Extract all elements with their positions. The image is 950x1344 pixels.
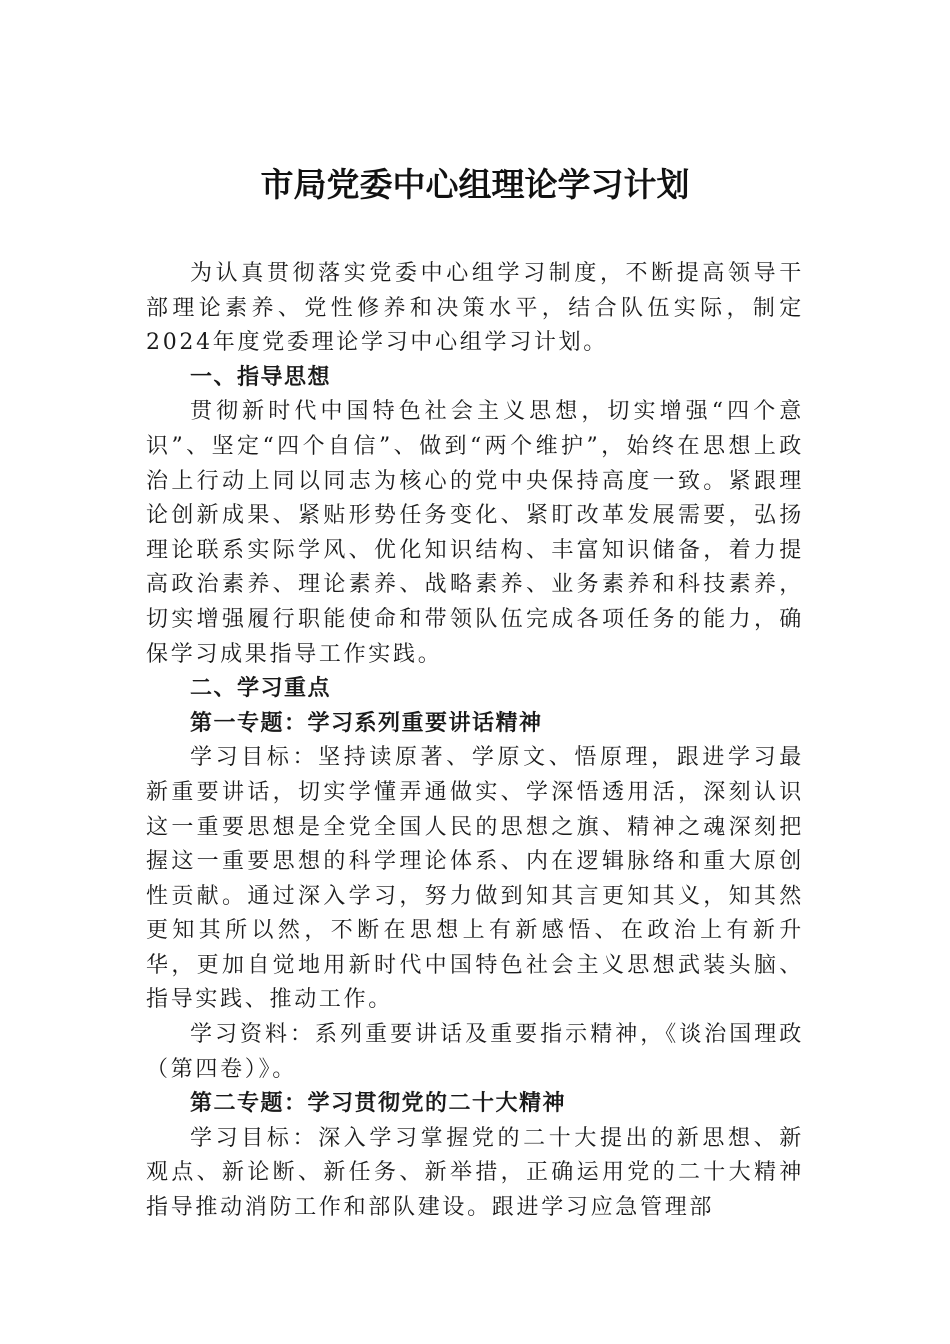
document-title: 市局党委中心组理论学习计划 <box>260 165 690 204</box>
document-body <box>146 257 804 1226</box>
intro-paragraph: 为认真贯彻落实党委中心组学习制度，不断提高领导干部理论素养、党性修养和决策水平，结合队伍实际，制定2024年度党委理论学习中心组学习计划。 <box>146 261 804 356</box>
section-heading-study-focus: 二、学习重点 <box>190 676 332 702</box>
section-heading-guiding-thought: 一、指导思想 <box>190 364 332 390</box>
topic-1-goal-paragraph: 学习目标：坚持读原著、学原文、悟原理，跟进学习最新重要讲话，切实学懂弄通做实、学深悟透用活，深刻认识这一重要思想是全党全国人民的思想之旗、精神之魂深刻把握这一重要思想的科学理论体系、内在逻辑脉络和重大原创性贡献。通过深入学习，努力做到知其言更知其义，知其然更知其所以然，不断在思想上有新感悟、在政治上有新升华，更加自觉地用新时代中国特色社会主义思想武装头脑、指导实践、推动工作。 <box>146 745 804 1013</box>
guiding-thought-paragraph: 贯彻新时代中国特色社会主义思想，切实增强“四个意识”、坚定“四个自信”、做到“两个维护”，始终在思想上政治上行动上同以同志为核心的党中央保持高度一致。紧跟理论创新成果、紧贴形势任务变化、紧盯改革发展需要，弘扬理论联系实际学风、优化知识结构、丰富知识储备，着力提高政治素养、理论素养、战略素养、业务素养和科技素养，切实增强履行职能使命和带领队伍完成各项任务的能力，确保学习成果指导工作实践。 <box>146 399 804 667</box>
topic-1-materials-paragraph: 学习资料：系列重要讲话及重要指示精神，《谈治国理政（第四卷）》。 <box>146 1022 804 1082</box>
topic-2-heading: 第二专题：学习贯彻党的二十大精神 <box>190 1091 567 1117</box>
topic-2-goal-paragraph: 学习目标：深入学习掌握党的二十大提出的新思想、新观点、新论断、新任务、新举措，正确运用党的二十大精神指导推动消防工作和部队建设。跟进学习应急管理部 <box>146 1125 804 1221</box>
topic-1-heading: 第一专题：学习系列重要讲话精神 <box>190 710 543 736</box>
